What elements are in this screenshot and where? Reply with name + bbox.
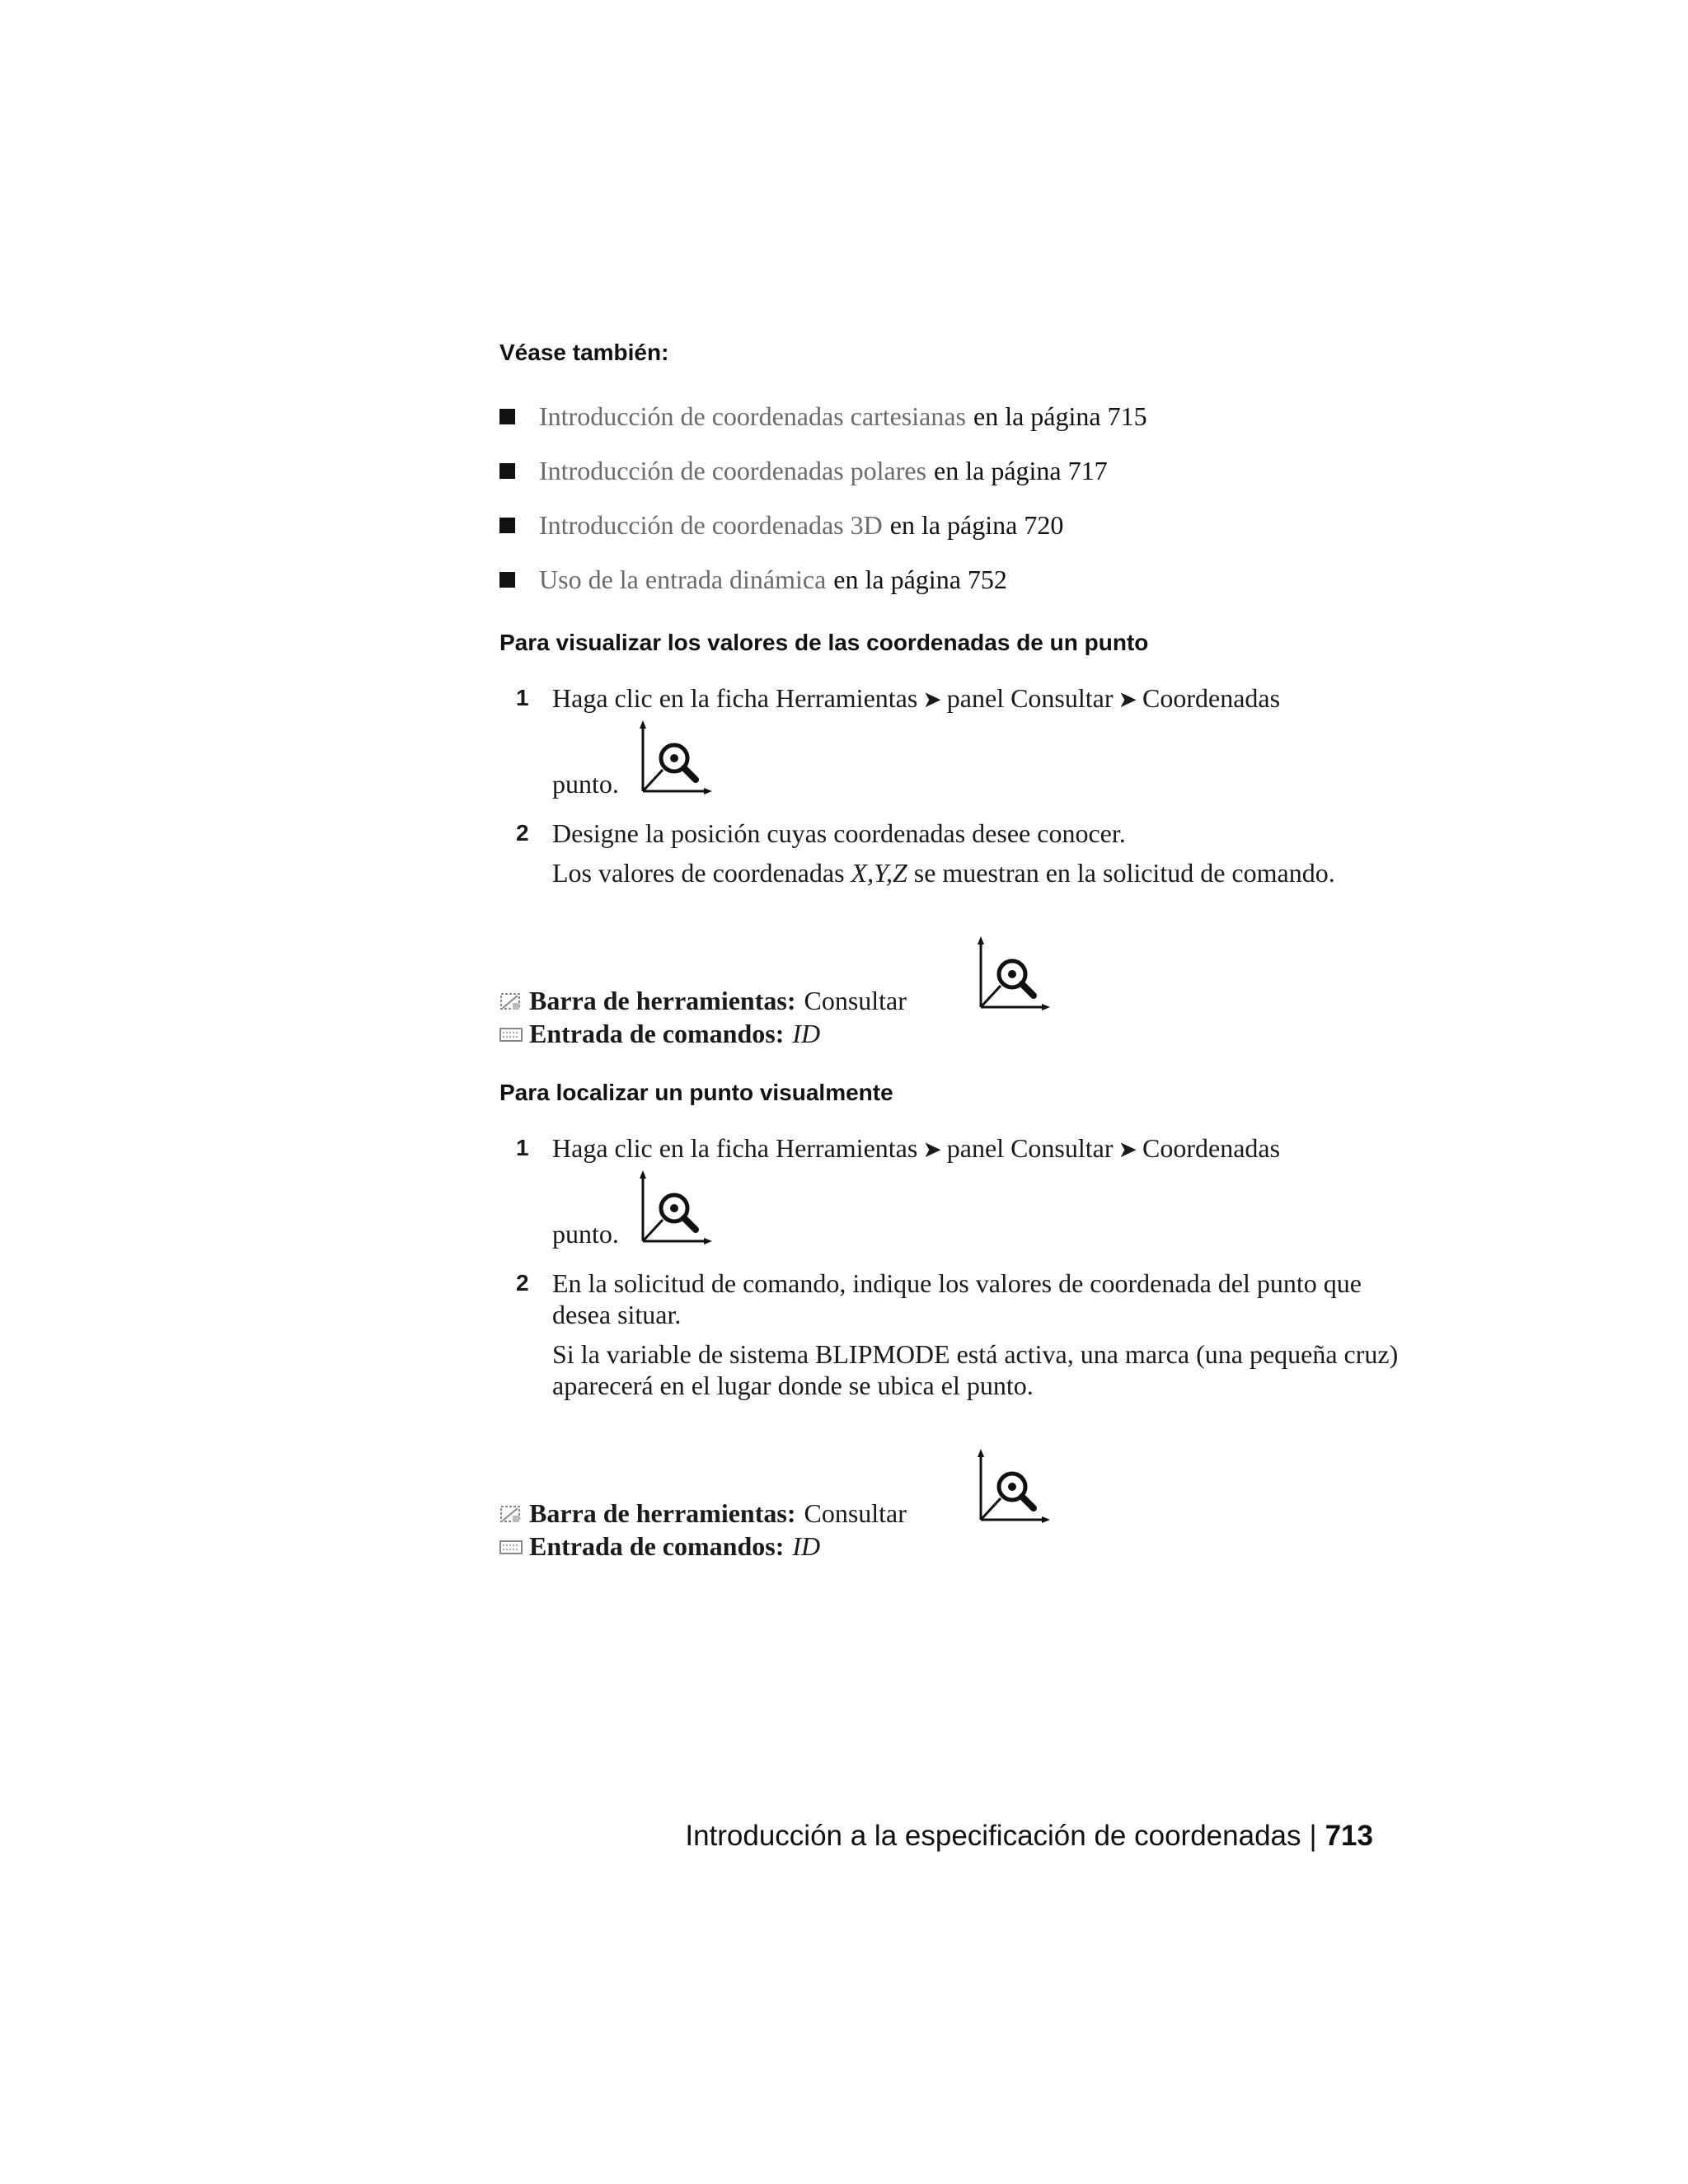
footer-separator: | (1309, 1820, 1317, 1852)
note-text: se muestran en la solicitud de comando. (907, 858, 1335, 888)
keyboard-icon (499, 1537, 523, 1557)
id-point-icon (635, 1169, 714, 1248)
note-variable: X,Y,Z (851, 858, 907, 888)
footer-title: Introducción a la especificación de coordenadas (685, 1820, 1301, 1852)
bullet-icon (499, 463, 515, 479)
step-text (552, 682, 1401, 715)
id-point-icon (973, 935, 1052, 1014)
step-number: 2 (516, 820, 529, 846)
list-item (499, 552, 1147, 607)
note-text: Los valores de coordenadas (552, 858, 851, 888)
command-label: Entrada de comandos: (529, 1531, 785, 1561)
toolbar-value: Consultar (804, 1498, 907, 1528)
page-reference: en la página 752 (833, 564, 1007, 594)
bullet-icon (499, 409, 515, 424)
toolbar-icon (499, 991, 523, 1011)
command-value: ID (792, 1531, 821, 1561)
arrow-right-icon: ➤ (922, 1136, 942, 1163)
step-number: 2 (516, 1270, 529, 1296)
bullet-icon (499, 572, 515, 588)
list-item (499, 389, 1147, 443)
step-continuation: punto. (552, 769, 619, 799)
id-point-icon (635, 719, 714, 798)
step-number: 1 (516, 1135, 529, 1160)
step-note (552, 857, 1401, 888)
list-item (499, 443, 1147, 498)
step-text: Designe la posición cuyas coordenadas desee conocer. (552, 818, 1126, 848)
toolbar-label: Barra de herramientas: (529, 1498, 796, 1528)
page-reference: en la página 720 (889, 509, 1064, 540)
list-item (499, 498, 1147, 552)
id-point-icon (973, 1447, 1052, 1526)
step-number: 1 (516, 685, 529, 710)
step-text: En la solicitud de comando, indique los valores de coordenada del punto que desea situar. (552, 1268, 1362, 1329)
step-text-part: panel Consultar (946, 683, 1114, 713)
page-reference: en la página 715 (973, 401, 1147, 431)
command-value: ID (792, 1019, 821, 1048)
page-number: 713 (1325, 1820, 1373, 1852)
toolbar-reference (499, 986, 907, 1016)
command-label: Entrada de comandos: (529, 1019, 785, 1048)
keyboard-icon (499, 1024, 523, 1044)
section-heading: Para localizar un punto visualmente (499, 1080, 893, 1105)
see-also-link[interactable]: Introducción de coordenadas polares (539, 455, 927, 485)
toolbar-value: Consultar (804, 986, 907, 1015)
see-also-heading: Véase también: (499, 340, 669, 365)
step-text-part: Coordenadas (1142, 1133, 1281, 1163)
toolbar-reference (499, 1498, 907, 1529)
step-continuation: punto. (552, 1219, 619, 1249)
toolbar-icon (499, 1504, 523, 1524)
arrow-right-icon: ➤ (922, 686, 942, 713)
step-text-part: panel Consultar (946, 1133, 1114, 1163)
see-also-list (499, 389, 1147, 607)
see-also-link[interactable]: Introducción de coordenadas cartesianas (539, 401, 966, 431)
arrow-right-icon: ➤ (1118, 1136, 1137, 1163)
bullet-icon (499, 518, 515, 533)
see-also-link[interactable]: Uso de la entrada dinámica (539, 564, 827, 594)
toolbar-label: Barra de herramientas: (529, 986, 796, 1015)
step-text-part: Coordenadas (1142, 683, 1281, 713)
arrow-right-icon: ➤ (1118, 686, 1137, 713)
step-note: Si la variable de sistema BLIPMODE está activa, una marca (una pequeña cruz) aparecerá en el lugar donde se ubica el punto. (552, 1339, 1399, 1400)
step-text-part: Haga clic en la ficha Herramientas (552, 683, 918, 713)
section-heading: Para visualizar los valores de las coordenadas de un punto (499, 630, 1149, 655)
command-reference (499, 1531, 820, 1562)
page-footer (0, 1820, 1373, 1853)
see-also-link[interactable]: Introducción de coordenadas 3D (539, 509, 883, 540)
page-reference: en la página 717 (934, 455, 1108, 485)
step-text-part: Haga clic en la ficha Herramientas (552, 1133, 918, 1163)
command-reference (499, 1019, 820, 1049)
step-text (552, 1132, 1401, 1165)
